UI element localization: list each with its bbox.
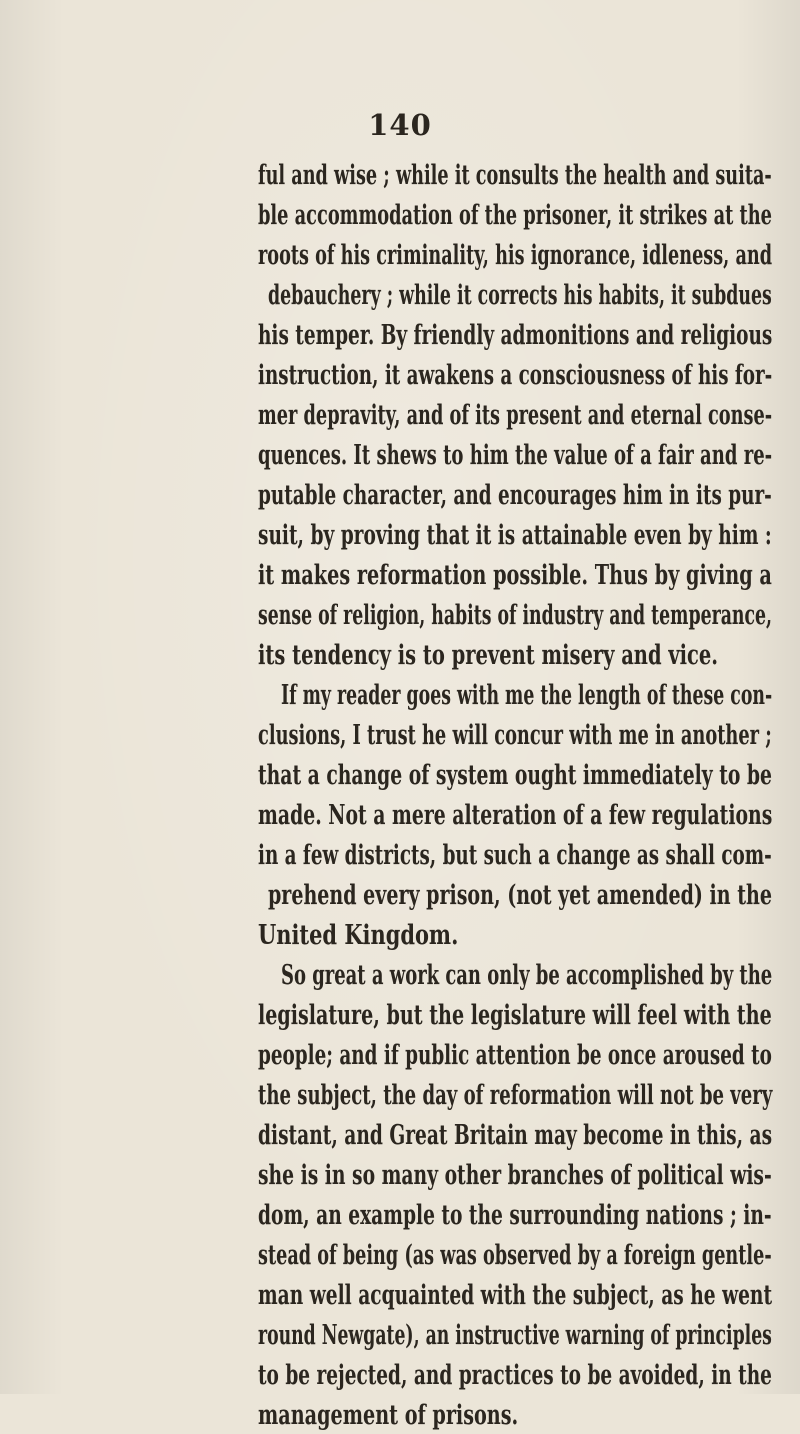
text-line: If my reader goes with me the length of these con- [281,680,773,711]
text-line: ble accommodation of the prisoner, it strikes at the [258,200,772,231]
text-line: to be rejected, and practices to be avoided, in the [258,1360,772,1391]
text-line: instruction, it awakens a consciousness of his for- [258,360,773,391]
text-line: it makes reformation possible. Thus by giving a [258,560,772,591]
text-line: stead of being (as was observed by a foreign gentle- [258,1240,772,1271]
text-line: in a few districts, but such a change as shall com- [258,840,772,871]
text-line: suit, by proving that it is attainable even by him : [258,520,772,551]
text-line: round Newgate), an instructive warning of principles [258,1320,772,1351]
text-line: man well acquainted with the subject, as he went [258,1280,773,1311]
text-line: people; and if public attention be once aroused to [258,1040,772,1071]
text-line: debauchery ; while it corrects his habits, it subdues [268,280,772,311]
text-line: the subject, the day of reformation will not be very [258,1080,773,1111]
text-line: management of prisons. [258,1400,519,1431]
text-line: So great a work can only be accomplished by the [281,960,773,991]
text-line: roots of his criminality, his ignorance, idleness, and [258,240,773,271]
text-line: distant, and Great Britain may become in this, as [258,1120,773,1151]
text-line: mer depravity, and of its present and eternal conse- [258,400,773,431]
text-line: ful and wise ; while it consults the health and suita- [258,160,772,191]
text-line: legislature, but the legislature will feel with the [258,1000,772,1031]
text-line: putable character, and encourages him in its pur- [258,480,772,511]
text-line: its tendency is to prevent misery and vice. [258,640,719,671]
text-line: made. Not a mere alteration of a few regulations [258,800,773,831]
text-line: that a change of system ought immediately to be [258,760,772,791]
text-line: prehend every prison, (not yet amended) in the [268,880,772,911]
text-line: sense of religion, habits of industry and temperance, [258,600,773,631]
text-line: clusions, I trust he will concur with me in another ; [258,720,772,751]
text-line: quences. It shews to him the value of a fair and re- [258,440,773,471]
page-number: 140 [368,108,432,142]
text-line: she is in so many other branches of political wis- [258,1160,772,1191]
text-line: his temper. By friendly admonitions and religious [258,320,773,351]
text-line: United Kingdom. [258,920,459,951]
text-line: dom, an example to the surrounding nations ; in- [258,1200,772,1231]
